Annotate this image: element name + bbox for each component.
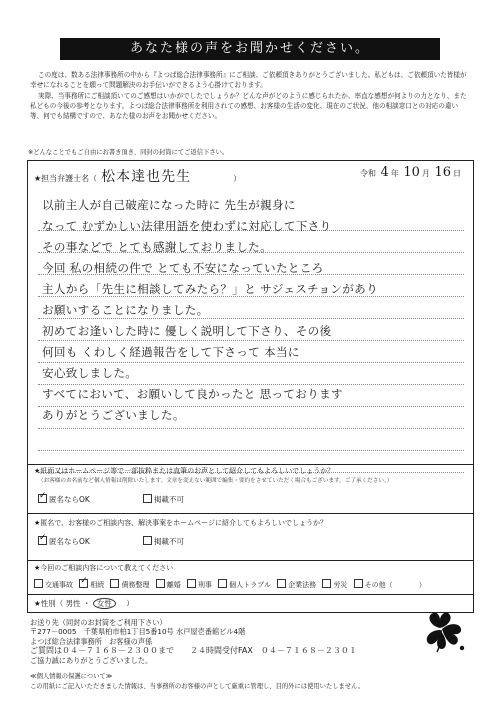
handwritten-line: 初めてお逢いした時に 優しく説明して下さり、その後 (42, 324, 332, 338)
lawyer-label: ★担当弁護士名（ (34, 174, 98, 183)
q3-option-divorce[interactable] (156, 581, 181, 589)
q3-option-labor[interactable] (322, 581, 347, 589)
checkbox-icon[interactable] (156, 579, 165, 588)
q1-option-anonymous-label: 匿名ならOK (49, 495, 90, 504)
gender-male[interactable]: 男性 (65, 599, 81, 608)
q1-subtitle: （お客様のお名前など個人情報は削除いたします。文章を変えない範囲で編集・要約をさせていただく場合もございます。ご了承ください。） (38, 478, 393, 484)
intro-text (30, 70, 470, 122)
q3-option-label: 個人トラブル (229, 581, 271, 589)
q3-option-other[interactable] (354, 581, 393, 589)
mailing-info (30, 618, 357, 665)
q3-option-label: 離婚 (166, 581, 181, 589)
contact-phone-fax: ご質問は０４－７１６８－２３００まで ２４時間受付FAX ０４－７１６８－２３０１ (30, 646, 357, 656)
q3-title: ★今回のご相談内容について教えてください (34, 564, 174, 572)
privacy-notice (30, 672, 364, 692)
mailing-address: 〒277－0005 千葉県柏市柏1丁目5番10号 水戸屋壱番館ビル4階 (30, 627, 246, 637)
q1-option-anonymous[interactable] (38, 494, 90, 505)
q1-option-decline-label: 掲載不可 (154, 495, 184, 504)
question-publish-case (27, 513, 474, 561)
q3-option-label: 企業法務 (288, 581, 317, 589)
gender-female-selected[interactable]: 女性 (93, 598, 116, 609)
checkbox-checked-icon[interactable] (79, 579, 88, 588)
date-month[interactable]: 10 (403, 165, 420, 180)
q3-option-debt[interactable] (110, 581, 149, 589)
date-era: 令和 (359, 169, 376, 178)
gender-separator: ・ (83, 599, 91, 608)
comment-box (27, 160, 474, 465)
q2-option-decline-label: 掲載不可 (154, 537, 184, 546)
date-day-unit: 日 (453, 169, 461, 178)
question-gender (27, 594, 474, 613)
handwritten-line: ありがとうございました。 (42, 408, 185, 422)
q3-option-corporate[interactable] (277, 581, 316, 589)
q1-title: ★紙面又はホームページ等で一部抜粋または直筆のお声として紹介してもよろしいでしょうか？ (34, 467, 335, 475)
handwritten-comment[interactable] (42, 195, 467, 426)
q2-title: ★匿名で、お客様のご相談内容、解決事案をホームページに紹介してもよろしいでしょうか？ (34, 519, 327, 527)
date-day[interactable]: 16 (434, 165, 451, 180)
q3-option-label: 相続 (90, 581, 105, 589)
handwritten-line: 何回も くわしく経過報告をして下さって 本当に (42, 345, 300, 359)
lawyer-name[interactable]: 松本達也先生 (101, 169, 192, 185)
checkbox-icon[interactable] (218, 579, 227, 588)
q3-option-label: 債務整理 (121, 581, 150, 589)
handwritten-line: 以前主人が自己破産になった時に 先生が親身に (42, 198, 296, 212)
intro-paragraph-1: この度は、数ある法律事務所の中から『よつば総合法律事務所』にご相談、ご依頼頂きありがとうございました。私どもは、ご依頼頂いた皆様が幸せになれることを願って問題解決のお手伝いができるよう心掛けております。 (30, 71, 467, 89)
q3-option-label: その他（ (364, 581, 393, 589)
checkbox-icon[interactable] (143, 494, 152, 503)
gender-field (34, 598, 134, 609)
handwritten-line: お願いすることになりました。 (42, 303, 209, 317)
checkbox-checked-icon[interactable] (38, 536, 47, 545)
q1-option-decline[interactable] (143, 494, 184, 505)
q3-option-personal[interactable] (218, 581, 271, 589)
q3-option-inheritance[interactable] (79, 581, 104, 589)
q3-option-traffic[interactable] (34, 581, 73, 589)
q3-option-label: 交通事故 (45, 581, 73, 589)
q2-option-decline[interactable] (143, 536, 184, 547)
checkbox-icon[interactable] (322, 579, 331, 588)
handwritten-line: すべてにおいて、お願いして良かったと 思っております (42, 387, 343, 401)
checkbox-icon[interactable] (143, 536, 152, 545)
privacy-title: ≪個人情報の保護について≫ (30, 673, 113, 680)
lawyer-field (34, 166, 241, 186)
checkbox-icon[interactable] (34, 579, 43, 588)
instruction-note: ※どんなことでもご自由にお書き頂き、同封の封筒にてご返信下さい。 (28, 149, 229, 156)
gender-label: ★性別（ (34, 599, 64, 608)
handwritten-line: 安心致しました。 (42, 366, 138, 380)
question-publish-comment (27, 463, 474, 514)
banner-title: あなた様の声をお聞かせください。 (60, 38, 440, 60)
handwritten-line: その事などで とても感謝しておりました。 (42, 240, 272, 254)
mailing-recipient: よつば総合法律事務所 お客様の声係 (30, 636, 153, 646)
checkbox-icon[interactable] (110, 579, 119, 588)
q3-options (34, 579, 426, 590)
thanks-line: ご協力誠にありがとうございました。 (30, 655, 153, 665)
mailing-note: お送り先（同封のお封筒をご利用下さい） (30, 618, 167, 627)
checkbox-icon[interactable] (187, 579, 196, 588)
q3-option-label: 労災 (333, 581, 348, 589)
date-year[interactable]: 4 (380, 165, 389, 180)
q2-option-anonymous[interactable] (38, 536, 90, 547)
checkbox-checked-icon[interactable] (38, 494, 47, 503)
date-month-unit: 月 (421, 169, 430, 178)
clover-icon (420, 608, 468, 654)
lawyer-close: ） (233, 174, 242, 183)
date-year-unit: 年 (390, 169, 399, 178)
question-consultation-type (27, 560, 474, 595)
checkbox-icon[interactable] (354, 579, 363, 588)
date-field (360, 165, 461, 180)
handwritten-line: 今回 私の相続の件で とても不安になっていたところ (42, 261, 324, 275)
q3-option-label: 刑事 (197, 581, 212, 589)
gender-close: ） (126, 599, 134, 608)
q3-option-criminal[interactable] (187, 581, 212, 589)
intro-paragraph-2: 実際、当事務所にご相談頂いてのご感想はいかがでしたでしょうか？どんな声がどのように感じられたか、率直な感想が何よりの力となり、また私どもの今後の参考となります。よつば総合法律事務所を利用されての感想、お客様の生活の変化、現在のご状況、他の相談窓口との対応の違い等、何でも結構ですので、あなた様のお声をお聞かせください。 (30, 92, 467, 120)
privacy-text: この用紙にご記入いただきました情報は、当事務所のお客様の声として厳重に管理し、目的外には使用いたしません。 (30, 683, 365, 690)
checkbox-icon[interactable] (277, 579, 286, 588)
q2-option-anonymous-label: 匿名ならOK (49, 537, 90, 546)
handwritten-line: なって むずかしい法律用語を使わずに対応して下さり (42, 219, 332, 233)
q3-other-close: ） (418, 581, 426, 589)
handwritten-line: 主人から「先生に相談してみたら？」と サジェスチョンがあり (42, 282, 378, 296)
